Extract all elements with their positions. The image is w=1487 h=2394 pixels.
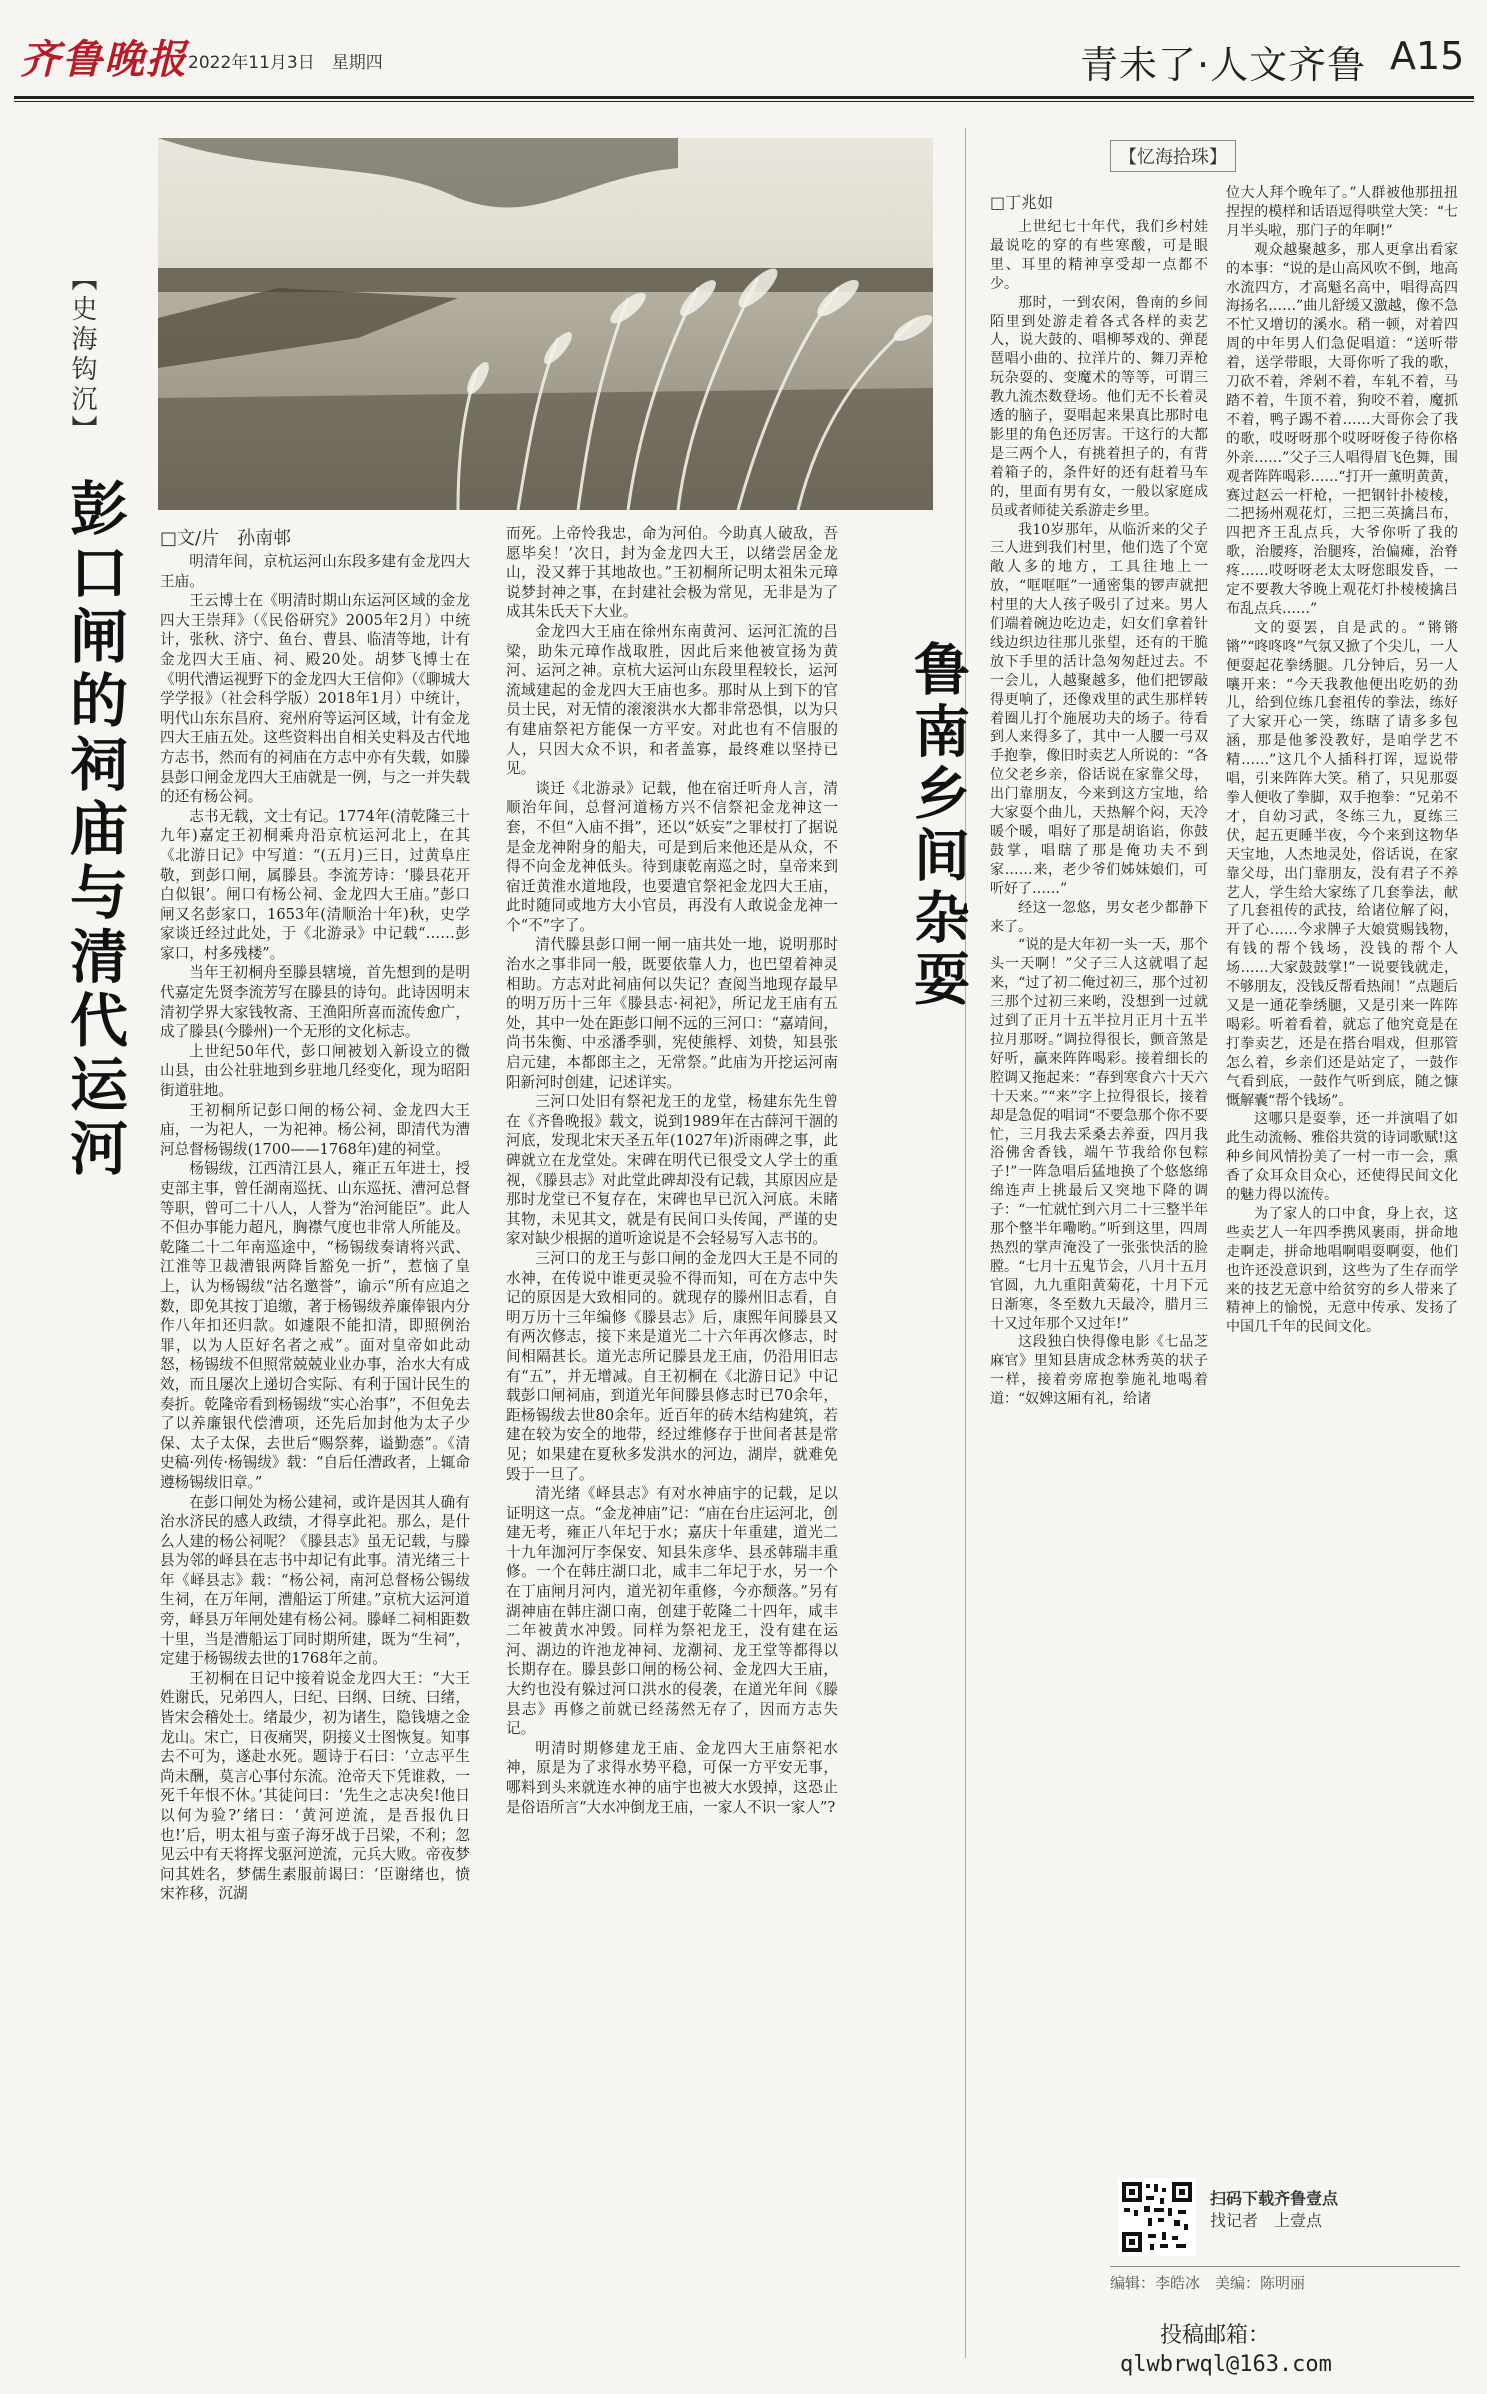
column-tag-history: 【史海钩沉】	[67, 265, 97, 445]
paragraph: 杨锡绂，江西清江县人，雍正五年进士，授吏部主事，曾任湖南巡抚、山东巡抚、漕河总督等职，曾可二十八人，人誉为“治河能臣”。此人不但办事能力超凡，胸襟气度也非常人所能及。乾隆二十二年南巡途中，“杨锡绂奏请将兴武、江淮等卫裁漕银两降旨豁免一折”，惹恼了皇上，认为杨锡绂“沽名邀誉”，谕示“所有应追之数，即免其按丁追缴，著于杨锡绂养廉俸银内分作八年扣还归款。如遽限不能扣清，即照例治罪，以为人臣好名者之戒”。面对皇帝如此动怒，杨锡绂不但照常兢兢业业办事，治水大有成效，而且屡次上递切合实际、有利于国计民生的奏折。乾隆帝看到杨锡绂“实心治事”，不但免去了以养廉银代偿漕项，还先后加封他为太子少保、太子太保，去世后“赐祭葬，谥勤悫”。《清史稿·列传·杨锡绂》载：“自后任漕政者，上辄命遵杨锡绂旧章。”	[160, 1160, 470, 1491]
header-rule-thin	[14, 101, 1474, 102]
section-title: 青未了·人文齐鲁	[1080, 43, 1367, 87]
paragraph: 这段独白快得像电影《七品芝麻官》里知县唐成念林秀英的状子一样，接着旁席抱拳施礼地喝着道：“奴婢这厢有礼，给诸	[990, 1334, 1208, 1408]
paragraph: 金龙四大王庙在徐州东南黄河、运河汇流的吕梁，助朱元璋作战取胜，因此后来他被宣扬为黄河、运河之神。京杭大运河山东段里程较长，运河流域建起的金龙四大王庙也多。那时从上到下的官员士民，对无情的滚滚洪水大都非常恐惧，以为只有建庙祭祀方能保一方平安。对此也有不信服的人，只因大众不识，和者盖寡，最终难以坚持已见。	[506, 622, 838, 778]
paragraph: 经这一忽悠，男女老少都静下来了。	[990, 899, 1208, 935]
paragraph: 三河口的龙王与彭口闸的金龙四大王是不同的水神，在传说中谁更灵验不得而知，可在方志中失记的原因是大致相同的。就现存的滕州旧志看，自明万历十三年编修《滕县志》后，康熙年间滕县又有两次修志，接下来是道光二十六年再次修志，时间相隔甚长。道光志所记滕县龙王庙，仍沿用旧志有“五”，并无增减。自王初桐在《北游日记》中记载彭口闸祠庙，到道光年间滕县修志时已70余年，距杨锡绂去世80余年。近百年的砖木结构建筑，若建在较为安全的地带，经过维修存于世间者甚是常见；如果建在夏秋多发洪水的河边，湖岸，就难免毁于一旦了。	[506, 1249, 838, 1483]
header-rule	[14, 96, 1474, 99]
paragraph: 而死。上帝怜我忠，命为河伯。今助真人破敌，吾愿毕矣！’次日，封为金龙四大王，以绪尝居金龙山，没又葬于其地故也。”王初桐所记明太祖朱元璋说梦封神之事，在封建社会极为常见，无非是为了成其朱氏天下大业。	[506, 525, 838, 621]
paragraph: 这哪只是耍拳，还一并演唱了如此生动流畅、雅俗共赏的诗词歌赋!这种乡间风情扮美了一村一市一会，熏香了众耳众目众心，还使得民间文化的魅力得以流传。	[1226, 1111, 1458, 1204]
reeds-canal-photo	[158, 138, 933, 510]
qr-caption	[1210, 2188, 1338, 2232]
paragraph: 三河口处旧有祭祀龙王的龙堂，杨建东先生曾在《齐鲁晚报》载文，说到1989年在古薛河干涸的河底，发现北宋天圣五年(1027年)沂雨碑之事，此碑就立在龙堂处。宋碑在明代已很受文人学士的重视，《滕县志》对此堂此碑却没有记载，其原因应是那时龙堂已不复存在，宋碑也早已沉入河底。未睹其物，未见其文，就是有民间口头传闻，严谨的史家对缺少根据的道听途说是不会轻易写入志书的。	[506, 1093, 838, 1248]
qr-caption-line-2: 找记者 上壹点	[1210, 2211, 1323, 2230]
paragraph: 观众越聚越多，那人更拿出看家的本事：“说的是山高风吹不倒，地高水流四方，才高魁名高中，唱得高四海扬名……”曲儿舒缓又激越，像不急不忙又增切的溪水。稍一顿，对着四周的中年男人们急促唱道：“送听带着，送学带眼，大哥你听了我的歌，刀砍不着，斧剁不着，车轧不着，马踏不着，牛顶不着，狗咬不着，魔抓不着，鸭子踢不着……大哥你会了我的歌，哎呀呀那个哎呀呀俊子待你格外亲……”父子三人唱得眉飞色舞，围观者阵阵喝彩……“打开一薰明黄黄，赛过赵云一杆枪，一把钢针扑棱棱，二把扬州观花灯，三把三英擒吕布，四把齐王乱点兵，大爷你听了我的歌，治腰疼，治腿疼，治偏瘫，治脊疼……哎呀呀老太太呀您眼发昏，一定不要教大爷晚上观花灯扑棱棱擒吕布乱点兵……”	[1226, 241, 1458, 617]
newspaper-logo: 齐鲁晚报	[20, 36, 188, 83]
paragraph: 当年王初桐舟至滕县辖境，首先想到的是明代嘉定先贤李流芳写在滕县的诗句。此诗因明末清初学界大家钱牧斋、王渔阳所喜而流传愈广，成了滕县(今滕州)一个无形的文化标志。	[160, 964, 470, 1041]
paragraph: 位大人拜个晚年了。”人群被他那扭扭捏捏的模样和话语逗得哄堂大笑：“七月半头啦，那门子的年啊!”	[1226, 185, 1458, 239]
left-article-column-1	[160, 552, 470, 2387]
paragraph: 为了家人的口中食，身上衣，这些卖艺人一年四季携风裹雨，拼命地走啊走，拼命地唱啊唱耍啊耍，他们也许还没意识到，这些为了生存而学来的技艺无意中给贫穷的乡人带来了精神上的愉悦，无意中传承、发扬了中国几千年的民间文化。	[1226, 1205, 1458, 1336]
footer-rule	[1110, 2266, 1460, 2267]
qr-caption-line-1: 扫码下载齐鲁壹点	[1210, 2189, 1339, 2208]
photo-image	[158, 138, 933, 510]
left-article-column-2	[506, 524, 838, 2387]
submit-email-address[interactable]: qlwbrwql@163.com	[1120, 2352, 1332, 2377]
paragraph: 我10岁那年，从临沂来的父子三人进到我们村里，他们选了个宽敞人多的地方，工具往地上一放，“哐哐哐”一通密集的锣声就把村里的大人孩子吸引了过来。男人们端着碗边吃边走，妇女们拿着针线边织边往那儿张望，还有的干脆放下手里的活计急匆匆赶过去。不一会儿，人越聚越多，他们把锣敲得更响了，还像戏里的武生那样转着圈儿打个施展功夫的场子。待看到人来得多了，其中一人腰一弓双手抱拳，像旧时卖艺人所说的：“各位父老乡亲，俗话说在家靠父母，出门靠朋友，今来到这方宝地，给大家耍个曲儿，天热解个闷，天冷暖个暖，唱好了那是胡谄谄，你鼓鼓掌，唱瞎了那是俺功夫不到家……来，老少爷们姊妹娘们，可听好了……”	[990, 521, 1208, 897]
paragraph: 清光绪《峄县志》有对水神庙宇的记载，足以证明这一点。“金龙神庙”记：“庙在台庄运河北，创建无考，雍正八年圮于水；嘉庆十年重建，道光二十九年泇河厅李保安、知县朱彦华、县丞韩瑞丰重修。一个在韩庄湖口北，咸丰二年圮于水，另一个在丁庙闸月河内，道光初年重修，今亦颓落。”另有湖神庙在韩庄湖口南，创建于乾隆二十四年，咸丰二年被黄水冲毁。同样为祭祀龙王，没有建在运河、湖边的许池龙神祠、龙潮祠、龙王堂等都得以长期存在。滕县彭口闸的杨公祠、金龙四大王庙，大约也没有躲过河口洪水的侵袭，在道光年间《滕县志》再修之前就已经荡然无存了，因而方志失记。	[506, 1485, 838, 1738]
paragraph: 明清时期修建龙王庙、金龙四大王庙祭祀水神，原是为了求得水势平稳，可保一方平安无事，哪料到头来就连水神的庙宇也被大水毁掉，这恐止是俗语所言“大水冲倒龙王庙，一家人不识一家人”?	[506, 1739, 838, 1816]
paragraph: 王初桐在日记中接着说金龙四大王：“大王姓谢氏，兄弟四人，曰纪、曰纲、曰统、曰绪，皆宋会稽处士。绪最少，初为诸生，隐钱塘之金龙山。宋亡，日夜痛哭，阴接义士图恢复。知事去不可为，遂赴水死。题诗于石曰：‘立志平生尚未酬，莫言心事付东流。沧帝天下凭谁救，一死千年恨不休。’其徒问曰：‘先生之志决矣!他日以何为验?’绪曰：‘黄河逆流，是吾报仇日也!’后，明太祖与蛮子海牙战于吕梁，不利；忽见云中有天将挥戈驱河逆流，元兵大败。帝夜梦问其姓名，梦儒生素服前谒曰：‘臣谢绪也，愤宋祚移，沉湖	[160, 1669, 470, 1903]
submit-email-label: 投稿邮箱：	[1160, 2323, 1271, 2348]
paragraph: 在彭口闸处为杨公建祠，或许是因其人确有治水济民的感人政绩，才得享此祀。那么，是什么人建的杨公祠呢？《滕县志》虽无记载，与滕县为邻的峄县在志书中却记有此事。清光绪三十年《峄县志》载：“杨公祠，南河总督杨公锡绂生祠，在万年闸，漕船运丁所建。”京杭大运河道旁，峄县万年闸处建有杨公祠。滕峄二祠相距数十里，当是漕船运丁同时期所建，既为“生祠”，定建于杨锡绂去世的1768年之前。	[160, 1493, 470, 1668]
qr-code-icon	[1118, 2178, 1196, 2256]
right-article-column-2	[1226, 184, 1458, 2162]
right-byline: □丁兆如	[990, 193, 1054, 212]
paragraph: “说的是大年初一头一天，那个头一天啊！”父子三人这就唱了起来，“过了初二俺过初三，那个过初三那个过初三来哟，没想到一过就过到了正月十五半拉月正月十五半拉月那呀。”调拉得很长，颤音煞是好听，赢来阵阵喝彩。接着细长的腔调又拖起来：“春到寒食六十天六十天来。”“来”字上拉得很长，接着却是急促的唱词“不要急那个你不要忙，三月我去采桑去养蚕，四月我浴佛舍香钱，端午节我给你包粽子!”一阵急唱后猛地换了个悠悠绵绵连声上挑最后又突地下降的调子：“一忙就忙到六月二十三整半年那个整半年嘞哟。”听到这里，四周热烈的掌声淹没了一张张快活的脸膛。“七月十五鬼节会，八月十五月官圆，九九重阳黄菊花，十月下元日渐寒，冬至数九天最冷，腊月三十又过年那个又过年!”	[990, 937, 1208, 1332]
column-separator	[965, 128, 966, 2358]
issue-date: 2022年11月3日 星期四	[188, 53, 383, 73]
right-article-column-1	[990, 218, 1208, 2298]
paragraph: 文的耍罢，自是武的。“锵锵锵”“咚咚咚”气氛又掀了个尖儿，一人便耍起花拳绣腿。几分钟后，另一人嚷开来：“今天我教他便出吃奶的劲儿，给到位练几套祖传的拳法，练好了大家开心一笑，练瞎了请多多包涵，那是他爹没教好，是咱学艺不精……”这几个人插科打诨，逗说带唱，引来阵阵大笑。稍了，只见那耍拳人便收了拳脚，双手抱拳：“兄弟不才，自幼习武，冬练三九，夏练三伏，起五更睡半夜，今个来到这物华天宝地，人杰地灵处，俗话说，在家靠父母，出门靠朋友，没有君子不养艺人，学生给大家练了几套拳法，献了几套祖传的武技，给诸位解了闷，开了心……今求牌子大娘赏赐钱物，有钱的帮个钱场，没钱的帮个人场……大家鼓鼓掌!”一说要钱就走，不够朋友，没钱反帮看热闹！”点题后又是一通花拳绣腿，又是引来一阵阵喝彩。听着看着，就忘了他究竟是在打拳卖艺，还是在搭台唱戏，但那管怎么着，乡亲们还是站定了，一鼓作气看到底，一鼓作气听到底，随之慷慨解囊“帮个钱场”。	[1226, 619, 1458, 1109]
left-headline: 彭口闸的祠庙与清代运河	[60, 478, 128, 1182]
right-headline: 鲁南乡间杂耍	[905, 640, 971, 1012]
paragraph: 上世纪50年代，彭口闸被划入新设立的微山县，由公社驻地到乡驻地几经变化，现为昭阳街道驻地。	[160, 1042, 470, 1100]
qr-code[interactable]	[1118, 2178, 1196, 2256]
paragraph: 上世纪七十年代，我们乡村娃最说吃的穿的有些寒酸，可是眼里、耳里的精神享受却一点都不少。	[990, 219, 1208, 292]
paragraph: 清代滕县彭口闸一闸一庙共处一地，说明那时治水之事非同一般，既要依靠人力，也巴望着神灵相助。方志对此祠庙何以失记？查阅当地现存最早的明万历十三年《滕县志·祠祀》，所记龙王庙有五处，其中一处在距彭口闸不远的三河口：“嘉靖间，尚书朱衡、中丞潘季驯，宪使熊桴、刘贽，知县张启元建，本都郎主之，无常祭。”此庙为开挖运河南阳新河时创建，记述详实。	[506, 936, 838, 1091]
paragraph: 志书无载，文士有记。1774年(清乾隆三十九年)嘉定王初桐乘舟沿京杭运河北上，在其《北游日记》中写道：“(五月)三日，过黄阜庄敬，到彭口闸，属滕县。李流芳诗：‘滕县花开白似银’。闸口有杨公祠、金龙四大王庙。”彭口闸又名彭家口，1653年(清顺治十年)秋，史学家谈迁经过此处，于《北游录》中记载“……彭家口，村多残楼”。	[160, 807, 470, 962]
column-tag-memory: 【忆海拾珠】	[1110, 140, 1236, 172]
paragraph: 谈迁《北游录》记载，他在宿迁听舟人言，清顺治年间，总督河道杨方兴不信祭祀金龙神这一套，不但“入庙不揖”，还以“妖妄”之罪杖打了据说是金龙神附身的船夫，可是到后来他还是从众，不得不向金龙神低头。待到康乾南巡之时，皇帝来到宿迁黄淮水道地段，也要遣官祭祀金龙四大王庙，此时随同或地方大小官员，再没有人敢说金龙神一个“不”字了。	[506, 779, 838, 934]
paragraph: 那时，一到农闲，鲁南的乡间陌里到处游走着各式各样的卖艺人，说大鼓的、唱柳琴戏的、弹琵琶唱小曲的、拉洋片的、舞刀弄枪玩杂耍的、变魔术的等等，可谓三教九流杰数登场。他们无不长着灵透的脑子，耍唱起来果真比那时电影里的角色还厉害。干这行的大都是三两个人，有挑着担子的，有背着箱子的，条件好的还有赶着马车的，里面有男有女，一般以家庭成员或者师徒关系游走乡里。	[990, 294, 1208, 519]
paragraph: 王云博士在《明清时期山东运河区域的金龙四大王崇拜》（《民俗研究》2005年2月）中统计，张秋、济宁、鱼台、曹县、临清等地，计有金龙四大王庙、祠、殿20处。胡梦飞博士在《明代漕运视野下的金龙四大王信仰》（《聊城大学学报》（社会科学版）2018年1月）中统计，明代山东东昌府、兖州府等运河区域，计有金龙四大王庙五处。这些资料出自相关史料及古代地方志书，然而有的祠庙在方志中亦有失载，如滕县彭口闸金龙四大王庙就是一例，与之一并失载的还有杨公祠。	[160, 592, 470, 806]
page-number: A15	[1390, 34, 1465, 78]
left-byline: □文/片 孙南邨	[160, 528, 292, 549]
editor-credit: 编辑：李皓冰 美编：陈明丽	[1110, 2274, 1306, 2292]
paragraph: 王初桐所记彭口闸的杨公祠、金龙四大王庙，一为祀人，一为祀神。杨公祠，即清代为漕河总督杨锡绂(1700——1768年)建的祠堂。	[160, 1101, 470, 1158]
paragraph: 明清年间，京杭运河山东段多建有金龙四大王庙。	[160, 553, 470, 590]
